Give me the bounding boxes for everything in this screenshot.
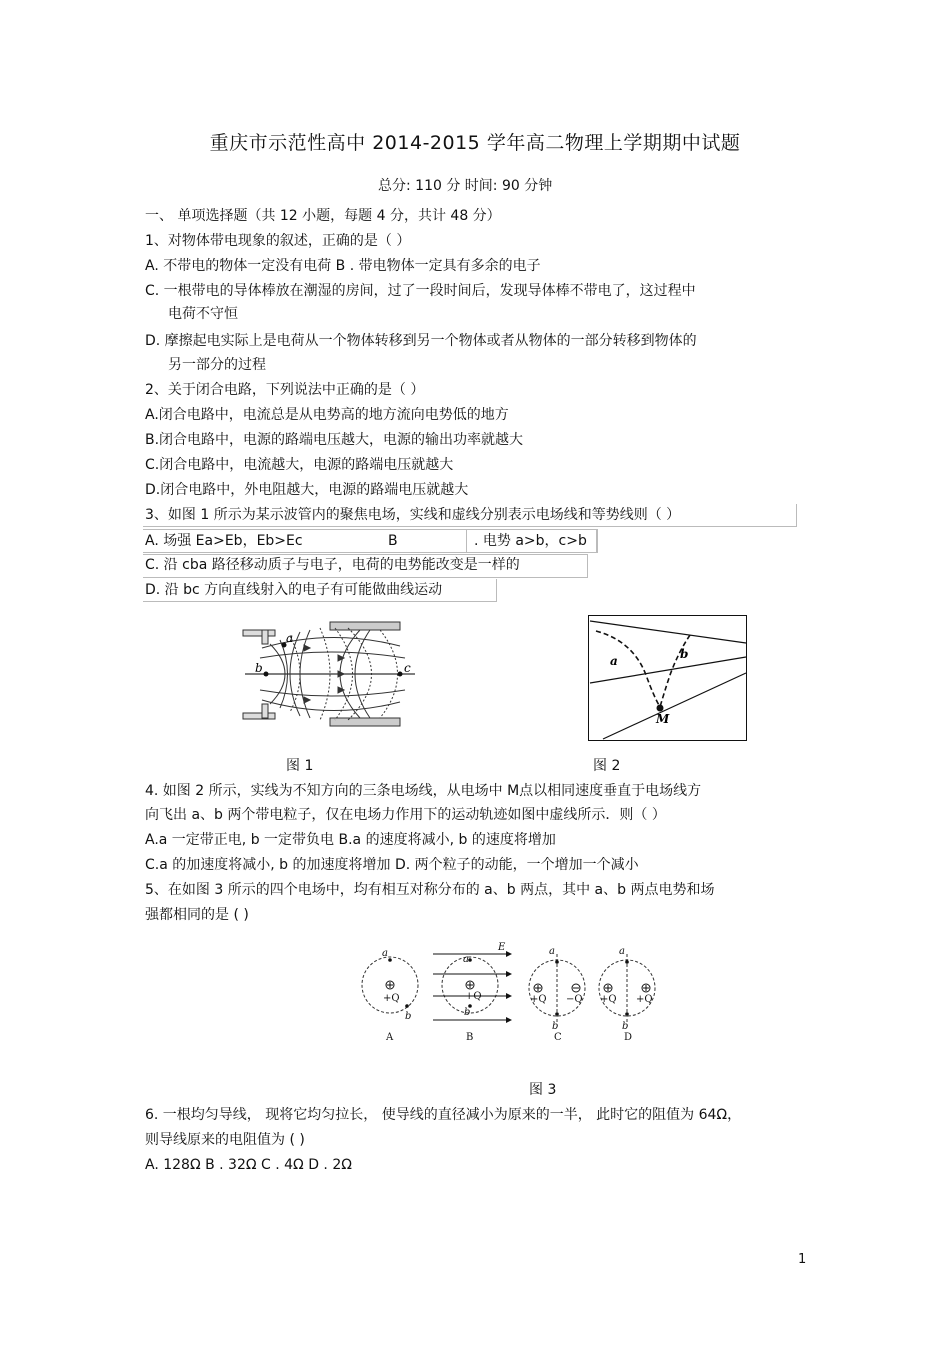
label-m: M [656, 712, 670, 726]
q4-line-2: 向飞出 a、b 两个带电粒子，仅在电场力作用下的运动轨迹如图中虚线所示．则（ ） [145, 807, 666, 823]
upper-right-electrode [330, 622, 400, 630]
q2-option-a: A.闭合电路中，电流总是从电势高的地方流向电势低的地方 [145, 407, 509, 423]
panel-b [433, 942, 512, 1043]
lower-right-electrode [330, 718, 400, 726]
q3-option-b-label: B [388, 533, 398, 549]
label-b: b [552, 1021, 559, 1032]
q1-option-d-cont: 另一部分的过程 [168, 357, 266, 373]
label-plus-q-right: +Q [636, 994, 653, 1005]
q6-line-1: 6. 一根均匀导线， 现将它均匀拉长， 使导线的直径减小为原来的一半， 此时它的阻值为 64Ω， [145, 1107, 742, 1123]
panel-a [362, 948, 418, 1043]
point-b-dot [264, 672, 269, 677]
q4-options-ab: A.a 一定带正电, b 一定带负电 B.a 的速度将减小, b 的速度将增加 [145, 832, 556, 848]
q3-option-a: A. 场强 Ea>Eb，Eb>Ec [145, 533, 303, 549]
panel-label-a: A [386, 1032, 394, 1043]
q5-line-1: 5、在如图 3 所示的四个电场中，均有相互对称分布的 a、b 两点，其中 a、b 两点电势和场 [145, 882, 715, 898]
label-a: a [610, 654, 618, 668]
q3-option-b: . 电势 a>b，c>b [474, 533, 587, 549]
q6-options: A. 128Ω B . 32Ω C . 4Ω D . 2Ω [145, 1157, 352, 1173]
section-heading: 一、 单项选择题（共 12 小题，每题 4 分，共计 48 分） [145, 208, 501, 224]
label-plus-q: +Q [465, 991, 482, 1002]
q1-option-c: C. 一根带电的导体棒放在潮湿的房间，过了一段时间后，发现导体棒不带电了，这过程中 [145, 283, 696, 299]
label-a: a [382, 948, 388, 959]
label-e: E [498, 942, 506, 953]
panel-label-b: B [466, 1032, 474, 1043]
point-m-dot [657, 705, 664, 712]
page-title: 重庆市示范性高中 2014-2015 学年高二物理上学期期中试题 [209, 132, 741, 154]
q4-line-1: 4. 如图 2 所示，实线为不知方向的三条电场线，从电场中 M点以相同速度垂直于电场线方 [145, 783, 702, 799]
label-b: b [464, 1007, 471, 1018]
q2-option-b: B.闭合电路中，电源的路端电压越大，电源的输出功率就越大 [145, 432, 524, 448]
label-plus-q: +Q [530, 994, 547, 1005]
q1-option-ab: A. 不带电的物体一定没有电荷 B . 带电物体一定具有多余的电子 [145, 258, 541, 274]
panel-label-d: D [624, 1032, 633, 1043]
point-c-dot [398, 672, 403, 677]
q2-stem: 2、关于闭合电路，下列说法中正确的是（ ） [145, 382, 425, 398]
panel-c [529, 946, 585, 1043]
label-c: c [404, 661, 411, 675]
q4-options-cd: C.a 的加速度将减小, b 的加速度将增加 D. 两个粒子的动能，一个增加一个减小 [145, 857, 639, 873]
figure-1-focusing-field [240, 618, 420, 730]
q3-stem: 3、如图 1 所示为某示波管内的聚焦电场，实线和虚线分别表示电场线和等势线则（ ） [145, 507, 681, 523]
label-minus-q: −Q [566, 994, 583, 1005]
q2-option-d: D.闭合电路中，外电阻越大，电源的路端电压就越大 [145, 482, 469, 498]
label-a: a [549, 946, 555, 957]
q2-option-c: C.闭合电路中，电流越大，电源的路端电压就越大 [145, 457, 454, 473]
label-b: b [255, 661, 263, 675]
label-b: b [680, 647, 689, 661]
figure-2-caption: 图 2 [593, 758, 621, 774]
figure-1-caption: 图 1 [286, 758, 314, 774]
lower-left-electrode [243, 713, 275, 719]
q1-option-c-cont: 电荷不守恒 [168, 306, 238, 322]
q1-option-d: D. 摩擦起电实际上是电荷从一个物体转移到另一个物体或者从物体的一部分转移到物体的 [145, 333, 697, 349]
label-b: b [622, 1021, 629, 1032]
figure-3-four-fields [355, 940, 665, 1045]
q1-stem: 1、对物体带电现象的叙述，正确的是（ ） [145, 233, 411, 249]
label-a: a [463, 954, 469, 965]
q6-line-2: 则导线原来的电阻值为 ( ) [145, 1132, 305, 1148]
q3-option-d: D. 沿 bc 方向直线射入的电子有可能做曲线运动 [145, 582, 443, 598]
label-b: b [405, 1011, 412, 1022]
upper-left-electrode [243, 630, 275, 636]
label-plus-q: +Q [383, 993, 400, 1004]
trajectory-a [596, 631, 660, 707]
q5-line-2: 强都相同的是 ( ) [145, 907, 249, 923]
panel-d [599, 946, 655, 1043]
figure-3-caption: 图 3 [529, 1082, 557, 1098]
q3-option-c: C. 沿 cba 路径移动质子与电子，电荷的电势能改变是一样的 [145, 557, 520, 573]
label-a: a [619, 946, 625, 957]
label-a: a [286, 631, 294, 645]
page-number: 1 [798, 1252, 807, 1267]
panel-label-c: C [554, 1032, 562, 1043]
figure-2-field-lines [588, 615, 748, 742]
label-plus-q: +Q [600, 994, 617, 1005]
exam-info: 总分: 110 分 时间: 90 分钟 [378, 178, 553, 194]
